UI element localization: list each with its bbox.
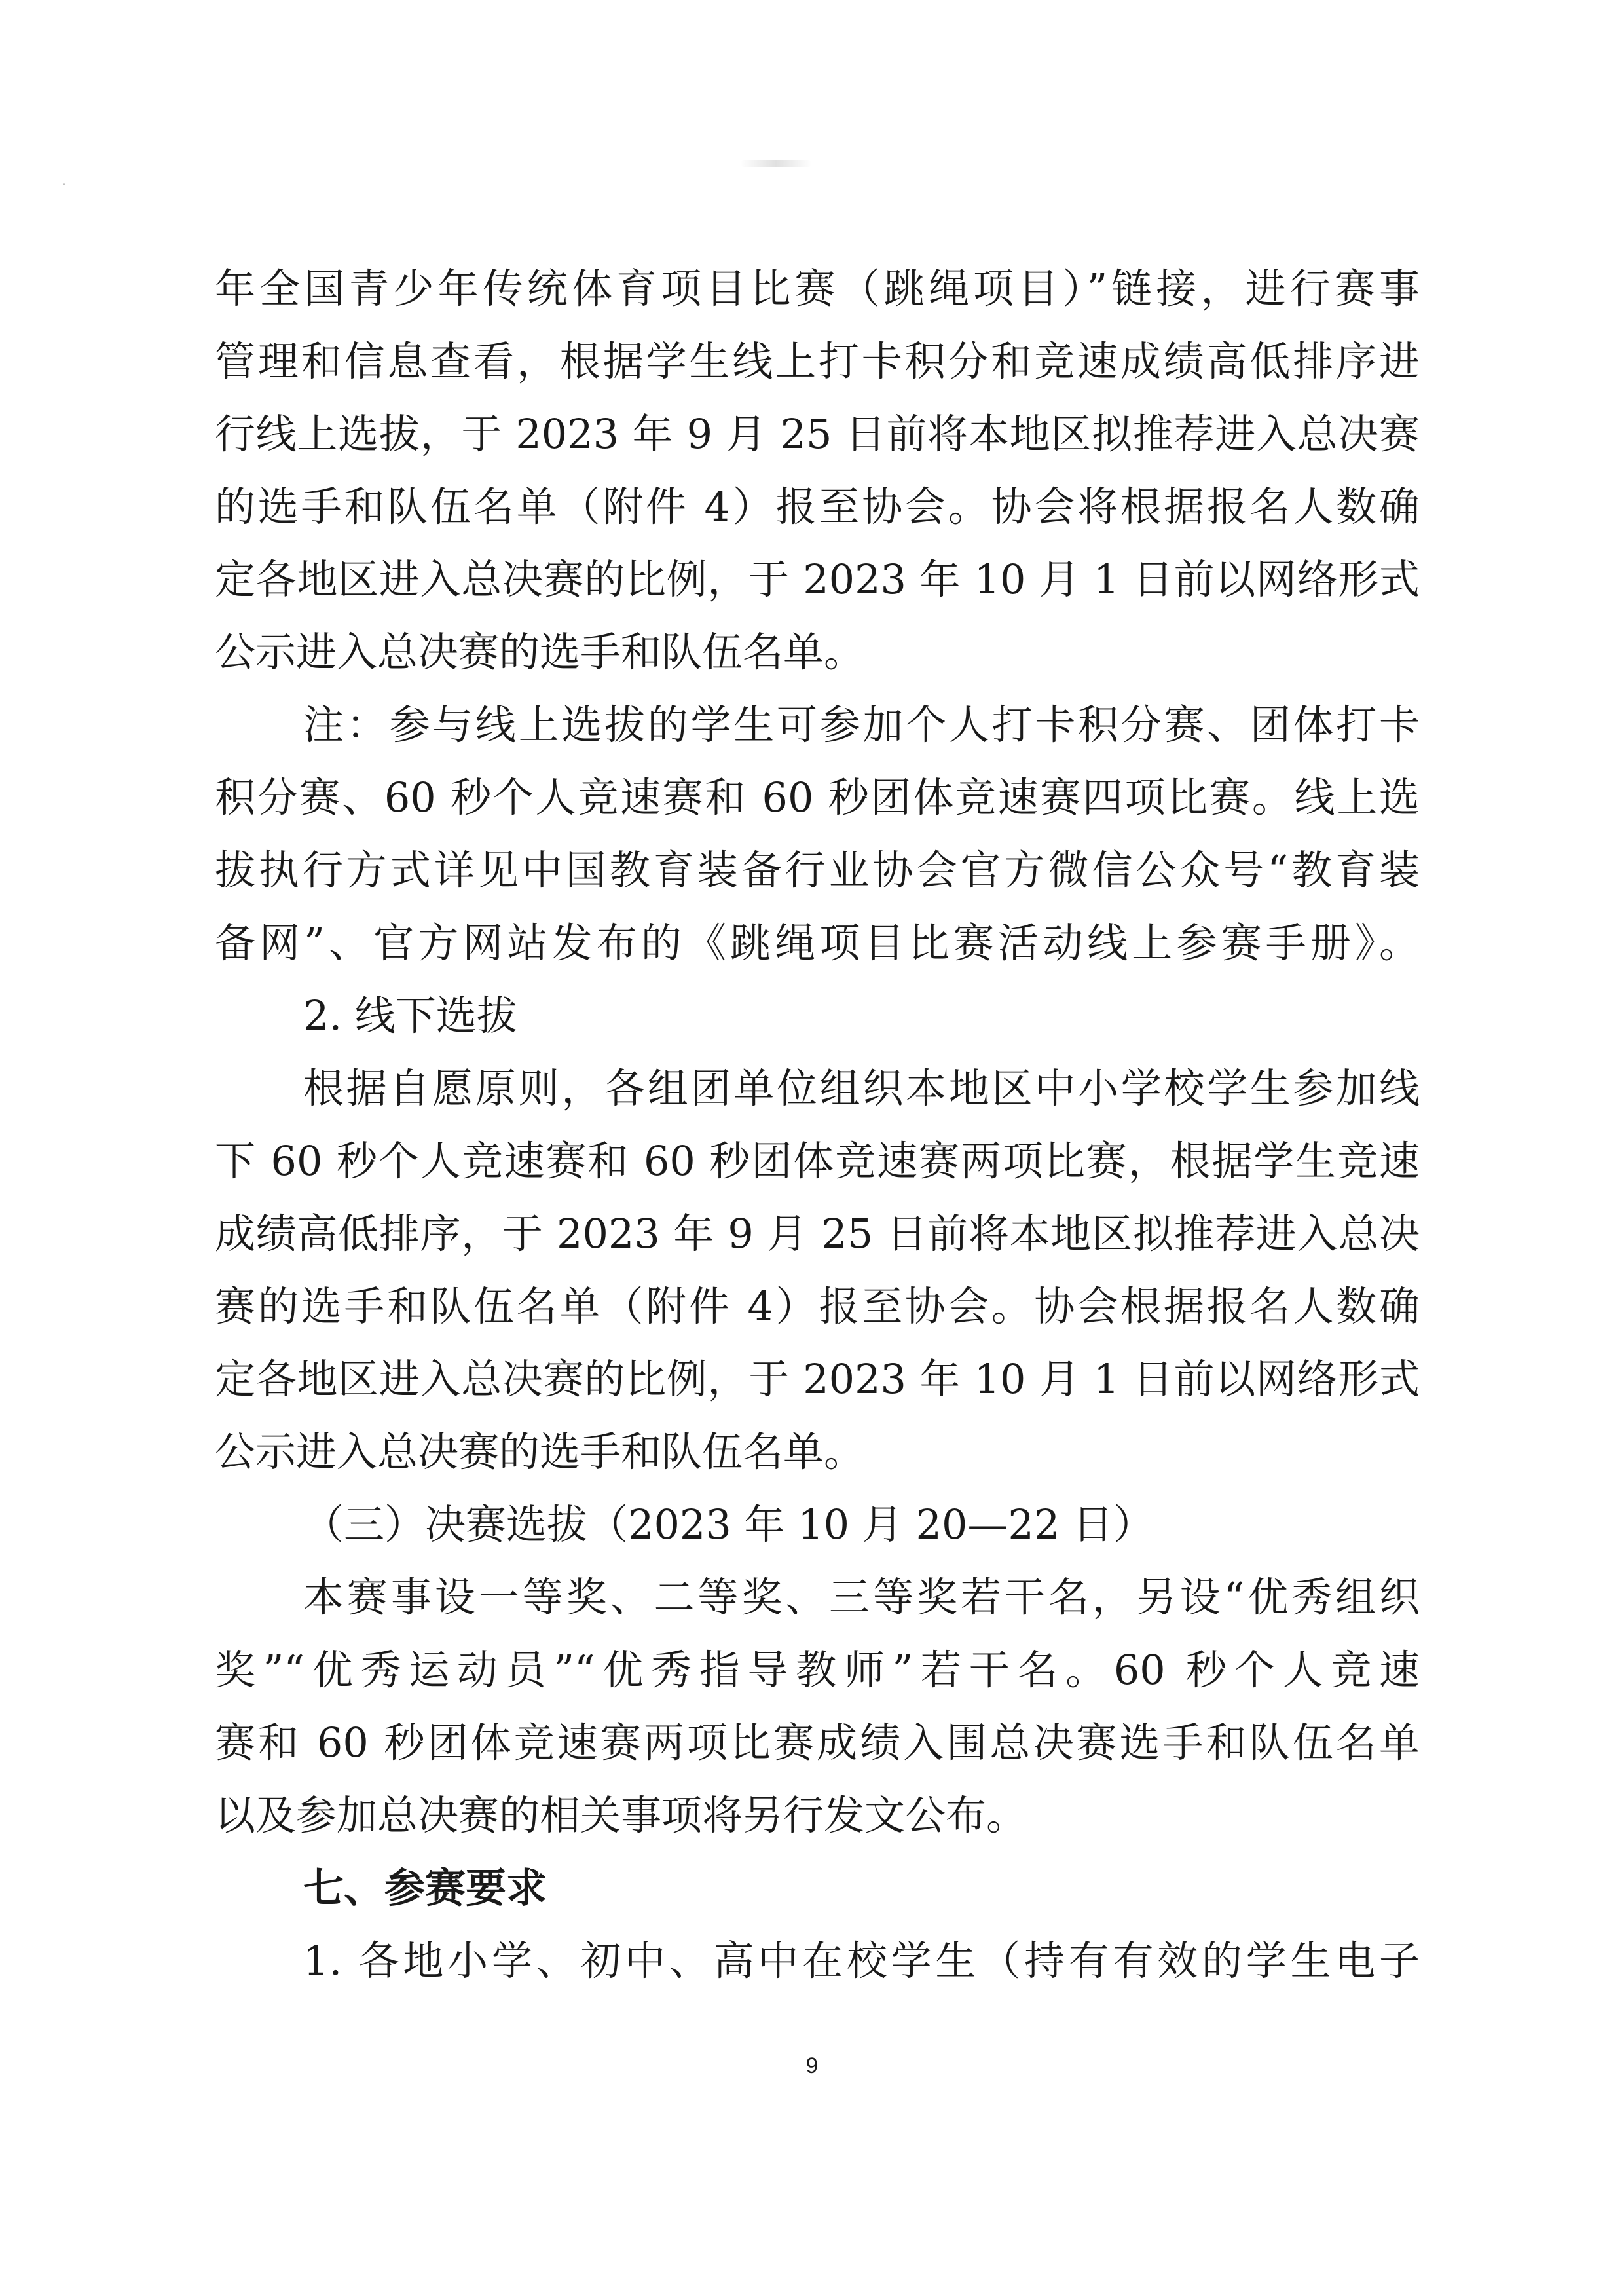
text-line: 公示进入总决赛的选手和队伍名单。	[215, 1428, 865, 1476]
section-heading: 七、参赛要求	[303, 1864, 547, 1912]
note-line: 拔执行方式详见中国教育装备行业协会官方微信公众号“教育装	[215, 846, 1420, 894]
text-line: 奖”“优秀运动员”“优秀指导教师”若干名。60 秒个人竞速	[215, 1646, 1420, 1694]
text-line: 行线上选拔，于 2023 年 9 月 25 日前将本地区拟推荐进入总决赛	[215, 410, 1420, 458]
text-line: 根据自愿原则，各组团单位组织本地区中小学校学生参加线	[303, 1064, 1420, 1112]
text-line: 以及参加总决赛的相关事项将另行发文公布。	[215, 1791, 1027, 1839]
text-line: 的选手和队伍名单（附件 4）报至协会。协会将根据报名人数确	[215, 483, 1420, 531]
scan-artifact	[740, 160, 812, 167]
text-line: 定各地区进入总决赛的比例，于 2023 年 10 月 1 日前以网络形式	[215, 1355, 1420, 1403]
text-line: 赛和 60 秒团体竞速赛两项比赛成绩入围总决赛选手和队伍名单	[215, 1719, 1420, 1766]
text-line: 成绩高低排序，于 2023 年 9 月 25 日前将本地区拟推荐进入总决	[215, 1210, 1420, 1258]
body-text	[215, 252, 1420, 1997]
scan-dot	[63, 183, 65, 185]
note-line: 积分赛、60 秒个人竞速赛和 60 秒团体竞速赛四项比赛。线上选	[215, 774, 1420, 821]
text-line: 年全国青少年传统体育项目比赛（跳绳项目）”链接，进行赛事	[215, 265, 1420, 312]
page-number: 9	[805, 2053, 819, 2078]
text-line: 本赛事设一等奖、二等奖、三等奖若干名，另设“优秀组织	[303, 1573, 1420, 1621]
note-line: 注：参与线上选拔的学生可参加个人打卡积分赛、团体打卡	[303, 701, 1420, 749]
text-line: 下 60 秒个人竞速赛和 60 秒团体竞速赛两项比赛，根据学生竞速	[215, 1137, 1420, 1185]
text-line: 1. 各地小学、初中、高中在校学生（持有有效的学生电子	[303, 1937, 1420, 1985]
text-line: 赛的选手和队伍名单（附件 4）报至协会。协会根据报名人数确	[215, 1282, 1420, 1330]
text-line: 定各地区进入总决赛的比例，于 2023 年 10 月 1 日前以网络形式	[215, 555, 1420, 603]
subheading-offline: 2. 线下选拔	[303, 992, 517, 1039]
subheading-final: （三）决赛选拔（2023 年 10 月 20—22 日）	[303, 1501, 1154, 1548]
text-line: 公示进入总决赛的选手和队伍名单。	[215, 628, 865, 676]
text-line: 管理和信息查看，根据学生线上打卡积分和竞速成绩高低排序进	[215, 337, 1420, 385]
note-line: 备网”、官方网站发布的《跳绳项目比赛活动线上参赛手册》。	[215, 919, 1420, 967]
